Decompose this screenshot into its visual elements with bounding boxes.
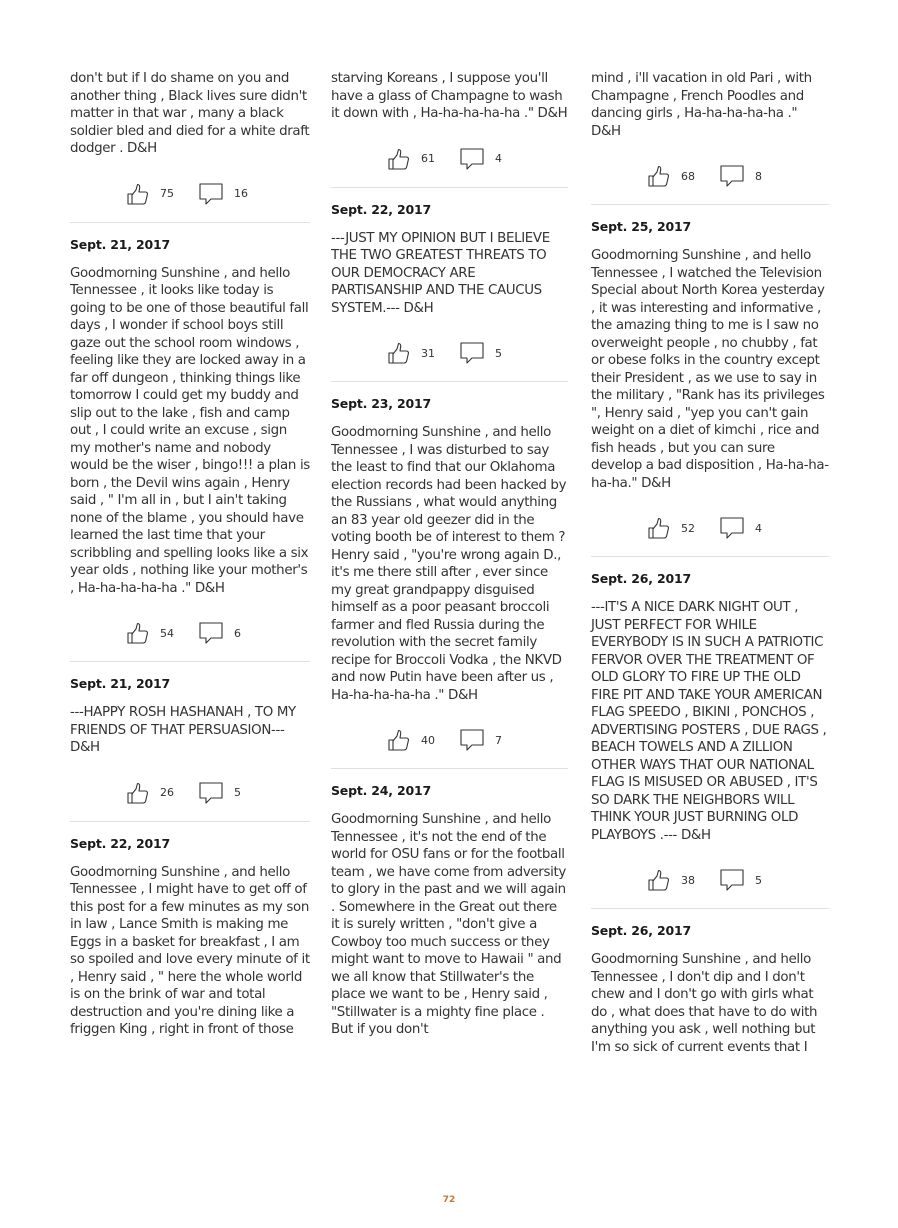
speech-bubble-icon — [198, 621, 224, 645]
like-count: 38 — [681, 873, 695, 887]
divider — [331, 187, 568, 188]
comment-button[interactable] — [198, 781, 241, 805]
post-text: ---IT'S A NICE DARK NIGHT OUT , JUST PERFECT FOR WHILE EVERYBODY IS IN SUCH A PATRIOTIC FERVOR OVER THE TREATMENT OF OLD GLORY TO FIRE UP THE OLD FIRE PIT AND TAKE YOUR AMERICAN FLAG SPEEDO , BIKINI , PONCHOS , ADVERTISING POSTERS , DUE RAGS , BEACH TOWELS AND A ZILLION OTHER WAYS THAT OUR NATIONAL FLAG IS MISUSED OR ABUSED , IT'S SO DARK THE NEIGHBORS WILL THINK YOUR JUST BURNING OLD PLAYBOYS .--- D&H — [591, 600, 827, 843]
speech-bubble-icon — [459, 341, 485, 365]
social-bar — [70, 621, 310, 645]
post-date: Sept. 26, 2017 — [591, 923, 691, 938]
like-count: 68 — [681, 169, 695, 183]
post-date: Sept. 24, 2017 — [331, 783, 431, 798]
post-text: ---HAPPY ROSH HASHANAH , TO MY FRIENDS OF THAT PERSUASION--- D&H — [70, 705, 296, 755]
like-button[interactable] — [126, 781, 174, 805]
speech-bubble-icon — [719, 164, 745, 188]
social-bar — [70, 781, 310, 805]
thumbs-up-icon — [647, 164, 671, 188]
like-button[interactable] — [387, 728, 435, 752]
speech-bubble-icon — [198, 781, 224, 805]
like-count: 52 — [681, 521, 695, 535]
post-text: Goodmorning Sunshine , and hello Tennessee , it looks like today is going to be one of those beautiful fall days , I wonder if school boys still gaze out the school room windows , feeling like they are locked away in a far off dungeon , thinking things like tomorrow I could get my buddy and slip out to the lake , fish and camp out , I could write an excuse , sign my mother's name and nobody would be the wiser , bingo!!! a plan is born , the Devil wins again , Henry said , " I'm all in , but I ain't taking none of the blame , you should have learned the last time that your scribbling and spelling looks like a six year olds , nothing like your mother's , Ha-ha-ha-ha-ha ." D&H — [70, 265, 310, 596]
social-bar — [331, 728, 568, 752]
comment-button[interactable] — [719, 164, 762, 188]
divider — [591, 204, 829, 205]
post-text: mind , i'll vacation in old Pari , with Champagne , French Poodles and dancing girls , Ha-ha-ha-ha-ha ." D&H — [591, 71, 812, 139]
social-bar — [591, 164, 829, 188]
like-button[interactable] — [647, 516, 695, 540]
like-button[interactable] — [126, 621, 174, 645]
comment-button[interactable] — [459, 728, 502, 752]
post-date: Sept. 22, 2017 — [331, 201, 431, 217]
post-text: Goodmorning Sunshine , and hello Tennessee , I watched the Television Special about North Korea yesterday , it was interesting and informative , the amazing thing to me is I saw no overweight people , no chubby , fat or obese folks in the country except their President , as we use to say in the military , "Rank has its privileges ", Henry said , "yep you can't gain weight on a diet of kimchi , rice and fish heads , but you can sure develop a bad disposition , Ha-ha-ha-ha-ha." D&H — [591, 248, 829, 491]
post-text: Goodmorning Sunshine , and hello Tennessee , I don't dip and I don't chew and I don't go with girls what do , what does that have to do with anything you ask , well nothing but I'm so sick of current events that I — [591, 952, 818, 1055]
comment-button[interactable] — [719, 516, 762, 540]
like-button[interactable] — [647, 868, 695, 892]
post-date: Sept. 22, 2017 — [70, 835, 170, 851]
social-bar — [70, 182, 310, 206]
like-button[interactable] — [126, 182, 174, 206]
comment-count: 5 — [755, 873, 762, 887]
comment-count: 16 — [234, 187, 248, 200]
divider — [331, 381, 568, 382]
comment-count: 7 — [495, 733, 502, 747]
post-text: Goodmorning Sunshine , and hello Tennessee , I might have to get off of this post for a few minutes as my son in law , Lance Smith is making me Eggs in a basket for breakfast , I am so spoiled and love every minute of it , Henry said , " here the whole world is on the brink of war and total destruction and you're dining like a friggen King , right in front of those — [70, 864, 310, 1037]
comment-button[interactable] — [459, 147, 502, 171]
speech-bubble-icon — [459, 728, 485, 752]
divider — [591, 556, 829, 557]
post-text: starving Koreans , I suppose you'll have a glass of Champagne to wash it down with , Ha-ha-ha-ha-ha ." D&H — [331, 71, 568, 121]
speech-bubble-icon — [719, 516, 745, 540]
like-count: 54 — [160, 626, 174, 640]
comment-count: 6 — [234, 626, 241, 640]
divider — [70, 821, 310, 822]
comment-button[interactable] — [719, 868, 762, 892]
like-count: 40 — [421, 733, 435, 747]
post-text: ---JUST MY OPINION BUT I BELIEVE THE TWO GREATEST THREATS TO OUR DEMOCRACY ARE PARTISANSHIP AND THE CAUCUS SYSTEM.--- D&H — [331, 230, 550, 316]
thumbs-up-icon — [126, 781, 150, 805]
divider — [70, 222, 310, 223]
social-bar — [591, 516, 829, 540]
post-text: Goodmorning Sunshine , and hello Tennessee , I was disturbed to say the least to find that our Oklahoma election records had been hacked by the Russians , what would anything an 83 year old geezer did in the voting booth be of interest to them ? Henry said , "you're wrong again D., it's me there still after , ever since my great grandpappy disguised himself as a poor peasant broccoli farmer and fled Russia during the revolution with the secret family recipe for Broccoli Vodka , the NKVD and now Putin have been after us , Ha-ha-ha-ha-ha ." D&H — [331, 425, 567, 703]
like-count: 61 — [421, 152, 435, 165]
like-count: 75 — [160, 187, 174, 200]
social-bar — [331, 341, 568, 365]
like-button[interactable] — [647, 164, 695, 188]
divider — [591, 908, 829, 909]
comment-button[interactable] — [198, 621, 241, 645]
column-3 — [591, 70, 829, 1056]
speech-bubble-icon — [719, 868, 745, 892]
column-2 — [331, 70, 568, 1039]
post-date: Sept. 25, 2017 — [591, 219, 691, 234]
speech-bubble-icon — [198, 182, 224, 206]
divider — [331, 768, 568, 769]
post-date: Sept. 26, 2017 — [591, 571, 691, 586]
comment-count: 5 — [234, 786, 241, 799]
page-number: 72 — [442, 1195, 456, 1205]
social-bar — [331, 147, 568, 171]
thumbs-up-icon — [126, 621, 150, 645]
thumbs-up-icon — [647, 868, 671, 892]
comment-count: 4 — [755, 521, 762, 535]
divider — [70, 661, 310, 662]
comment-count: 5 — [495, 346, 502, 360]
comment-count: 4 — [495, 152, 502, 165]
thumbs-up-icon — [126, 182, 150, 206]
thumbs-up-icon — [387, 147, 411, 171]
comment-button[interactable] — [198, 182, 248, 206]
column-1 — [70, 70, 310, 1039]
thumbs-up-icon — [387, 341, 411, 365]
like-button[interactable] — [387, 147, 435, 171]
thumbs-up-icon — [387, 728, 411, 752]
thumbs-up-icon — [647, 516, 671, 540]
post-text: don't but if I do shame on you and another thing , Black lives sure didn't matter in that war , many a black soldier bled and died for a white draft dodger . D&H — [70, 71, 310, 156]
social-bar — [591, 868, 829, 892]
like-count: 31 — [421, 346, 435, 360]
post-text: Goodmorning Sunshine , and hello Tennessee , it's not the end of the world for OSU fans or for the football team , we have come from adversity to glory in the past and we will again . Somewhere in the Great out there it is surely written , "don't give a Cowboy too much success or they might want to move to Hawaii " and we all know that Stillwater's the place we want to be , Henry said , "Stillwater is a mighty fine place . But if you don't — [331, 812, 566, 1037]
post-date: Sept. 21, 2017 — [70, 676, 170, 691]
comment-count: 8 — [755, 169, 762, 183]
post-date: Sept. 21, 2017 — [70, 236, 170, 252]
like-button[interactable] — [387, 341, 435, 365]
like-count: 26 — [160, 786, 174, 799]
speech-bubble-icon — [459, 147, 485, 171]
post-date: Sept. 23, 2017 — [331, 396, 431, 411]
comment-button[interactable] — [459, 341, 502, 365]
